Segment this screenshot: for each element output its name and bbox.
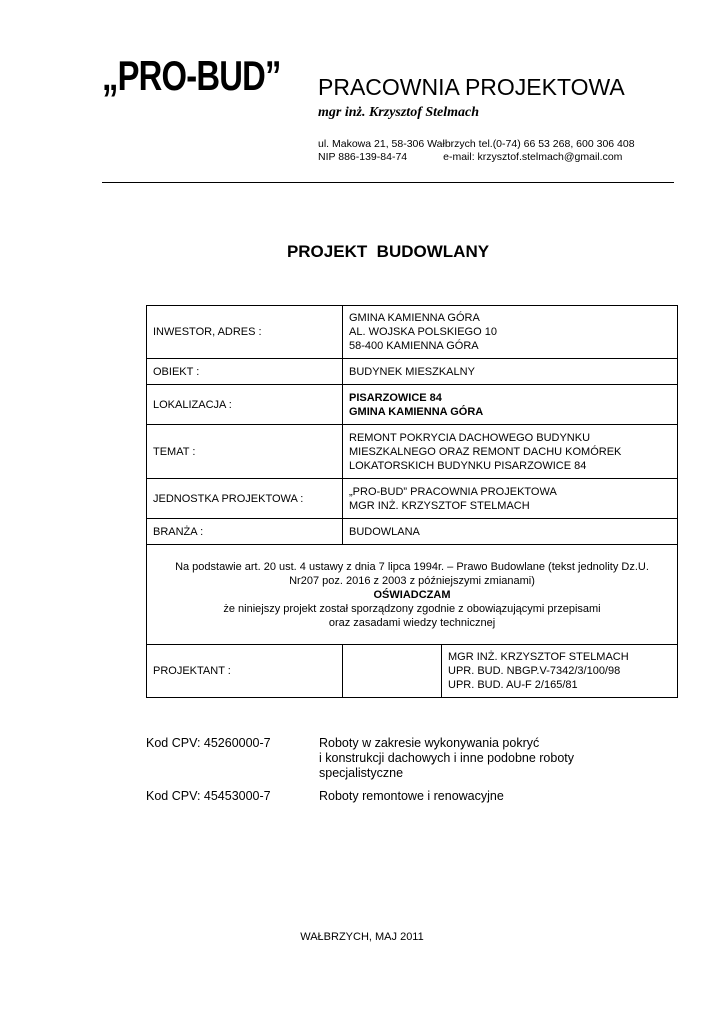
nip-email-line (318, 151, 635, 164)
table-row (147, 519, 678, 545)
jednostka-label: JEDNOSTKA PROJEKTOWA : (147, 479, 343, 519)
temat-line: LOKATORSKICH BUDYNKU PISARZOWICE 84 (349, 459, 587, 472)
branza-label: BRANŻA : (147, 519, 343, 545)
table-row (147, 385, 678, 425)
temat-label: TEMAT : (147, 425, 343, 479)
document-title: PROJEKT BUDOWLANY (286, 242, 490, 261)
email: e-mail: krzysztof.stelmach@gmail.com (443, 151, 623, 163)
nip: NIP 886-139-84-74 (318, 151, 408, 163)
header-divider (102, 182, 674, 183)
declaration-text: Nr207 poz. 2016 z 2003 z późniejszymi zmianami) (289, 574, 535, 587)
jednostka-value (343, 479, 678, 519)
lokalizacja-label: LOKALIZACJA : (147, 385, 343, 425)
inwestor-line: AL. WOJSKA POLSKIEGO 10 (349, 326, 497, 338)
jednostka-line: „PRO-BUD” PRACOWNIA PROJEKTOWA (349, 485, 557, 498)
projektant-row (147, 645, 678, 698)
lokalizacja-line: PISARZOWICE 84 (349, 391, 442, 404)
temat-line: MIESZKALNEGO ORAZ REMONT DACHU KOMÓREK (349, 445, 622, 458)
cpv-description (319, 789, 619, 804)
inwestor-line: GMINA KAMIENNA GÓRA (349, 312, 480, 324)
table-row (147, 545, 678, 645)
declaration-heading: OŚWIADCZAM (373, 588, 451, 601)
jednostka-line: MGR INŻ. KRZYSZTOF STELMACH (349, 499, 530, 512)
project-info-table (146, 305, 678, 698)
declaration (147, 545, 678, 645)
firm-name: PRACOWNIA PROJEKTOWA (318, 74, 625, 100)
projektant-line: UPR. BUD. AU-F 2/165/81 (448, 679, 578, 691)
cpv-code: Kod CPV: 45260000-7 (146, 736, 271, 750)
table-row (147, 359, 678, 385)
projektant-line: MGR INŻ. KRZYSZTOF STELMACH (448, 651, 629, 663)
branza-value: BUDOWLANA (343, 519, 678, 545)
cpv-description-line: specjalistyczne (319, 766, 404, 780)
table-row (147, 425, 678, 479)
declaration-text: że niniejszy projekt został sporządzony zgodnie z obowiązującymi przepisami (223, 602, 601, 615)
inwestor-value (343, 306, 678, 359)
table-row (147, 645, 678, 698)
declaration-text: oraz zasadami wiedzy technicznej (328, 616, 496, 629)
place-date: WAŁBRZYCH, MAJ 2011 (300, 931, 424, 943)
table-row (147, 306, 678, 359)
temat-line: REMONT POKRYCIA DACHOWEGO BUDYNKU (349, 431, 591, 444)
cpv-description-line: Roboty remontowe i renowacyjne (319, 789, 504, 803)
projektant-line: UPR. BUD. NBGP.V-7342/3/100/98 (448, 665, 621, 677)
signature-field (343, 645, 442, 697)
projektant-table (147, 645, 677, 697)
declaration-text: Na podstawie art. 20 ust. 4 ustawy z dnia 7 lipca 1994r. – Prawo Budowlane (tekst jednolity Dz.U. (175, 560, 649, 573)
contact-info (318, 138, 635, 164)
lokalizacja-value (343, 385, 678, 425)
cpv-description (319, 736, 619, 781)
company-logo: „PRO-BUD” (102, 52, 281, 99)
obiekt-label: OBIEKT : (147, 359, 343, 385)
owner-name: mgr inż. Krzysztof Stelmach (318, 105, 480, 120)
cpv-description-line: Roboty w zakresie wykonywania pokryć (319, 736, 540, 750)
cpv-description-line: i konstrukcji dachowych i inne podobne roboty (319, 751, 575, 765)
projektant-label: PROJEKTANT : (147, 645, 343, 697)
lokalizacja-line: GMINA KAMIENNA GÓRA (349, 405, 484, 418)
inwestor-label: INWESTOR, ADRES : (147, 306, 343, 359)
cpv-code: Kod CPV: 45453000-7 (146, 789, 271, 803)
table-row (147, 479, 678, 519)
inwestor-line: 58-400 KAMIENNA GÓRA (349, 340, 479, 352)
projektant-value (442, 645, 678, 697)
temat-value (343, 425, 678, 479)
address-line: ul. Makowa 21, 58-306 Wałbrzych tel.(0-74) 66 53 268, 600 306 408 (318, 138, 635, 150)
obiekt-value: BUDYNEK MIESZKALNY (343, 359, 678, 385)
